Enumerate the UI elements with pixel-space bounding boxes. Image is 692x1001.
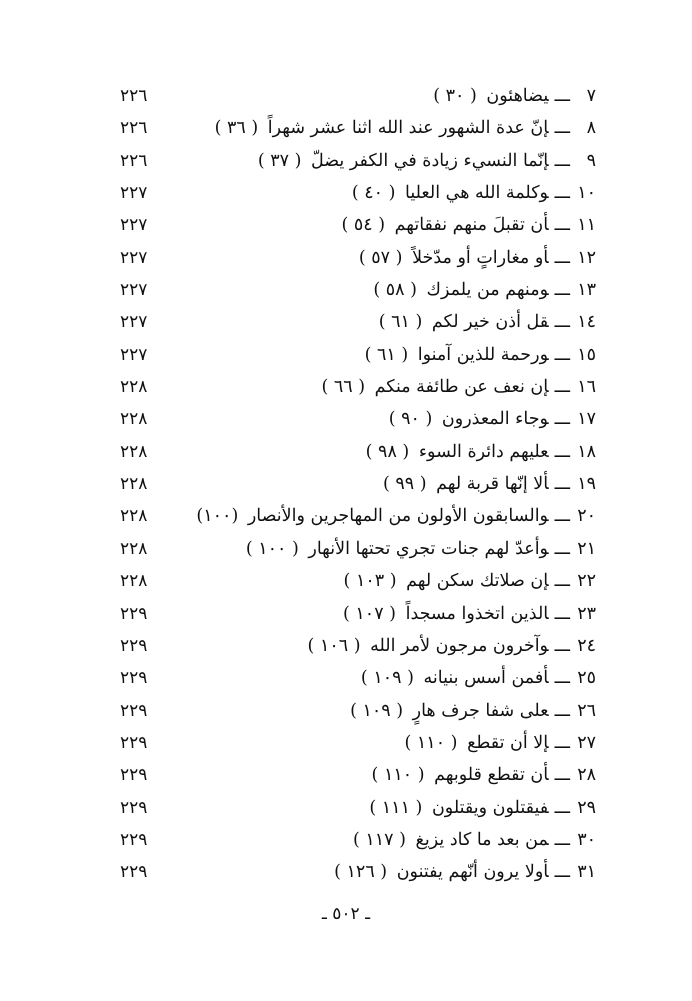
entry-phrase: أن تقبلَ منهم نفقاتهم: [394, 215, 549, 236]
index-entry-row: [0, 759, 692, 791]
entry-phrase: أفمن أسس بنيانه: [423, 668, 549, 689]
entry-dash: ـــ: [554, 312, 570, 333]
entry-dash: ـــ: [554, 377, 570, 398]
entry-dash: ـــ: [554, 247, 570, 268]
index-entry-row: [0, 662, 692, 694]
entry-page-reference: ٢٢٨: [120, 538, 148, 559]
entry-phrase: أن تقطع قلوبهم: [434, 765, 549, 786]
entry-dash: ـــ: [554, 603, 570, 624]
entry-dash: ـــ: [554, 183, 570, 204]
entry-page-reference: ٢٢٩: [120, 668, 148, 689]
entry-verse-number: ( ١٢٦ ): [334, 862, 388, 883]
entry-verse-number: ( ١١١ ): [369, 797, 423, 818]
entry-dash: ـــ: [554, 150, 570, 171]
index-entry-row: [0, 856, 692, 888]
entry-text-group: [359, 242, 596, 274]
entry-text-group: [389, 403, 596, 435]
index-entry-row: [0, 242, 692, 274]
entry-number: ١٤: [577, 312, 596, 333]
entry-phrase: إلا أن تقطع: [467, 732, 549, 753]
index-entry-row: [0, 630, 692, 662]
entry-number: ٢٥: [577, 668, 596, 689]
entry-page-reference: ٢٢٨: [120, 571, 148, 592]
entry-page-reference: ٢٢٧: [120, 247, 148, 268]
entry-number: ١٣: [577, 280, 596, 301]
entry-verse-number: ( ١٠٦ ): [307, 635, 361, 656]
index-entry-row: [0, 80, 692, 112]
entry-text-group: [365, 339, 596, 371]
entry-number: ٢٦: [577, 700, 596, 721]
entry-phrase: ومنهم من يلمزك: [426, 280, 549, 301]
entry-dash: ـــ: [554, 732, 570, 753]
entry-number: ٢٢: [577, 571, 596, 592]
entry-verse-number: ( ٦١ ): [364, 344, 409, 365]
entry-phrase: يضاهئون: [486, 86, 549, 106]
entry-verse-number: ( ٦١ ): [378, 312, 423, 333]
entry-verse-number: ( ٩٨ ): [365, 441, 410, 462]
entry-number: ١٩: [577, 474, 596, 495]
entry-page-reference: ٢٢٦: [120, 150, 148, 171]
entry-number: ١٧: [577, 409, 596, 430]
entry-verse-number: ( ٦٦ ): [321, 377, 366, 398]
entry-verse-number: ( ١٠٠ ): [245, 538, 299, 559]
entry-page-reference: ٢٢٨: [120, 441, 148, 462]
entry-dash: ـــ: [554, 862, 570, 883]
entry-dash: ـــ: [554, 765, 570, 786]
entry-verse-number: ( ٩٩ ): [382, 474, 427, 495]
entry-number: ١١: [577, 215, 596, 236]
entry-page-reference: ٢٢٧: [120, 215, 148, 236]
entry-phrase: الذين اتخذوا مسجداً: [405, 603, 549, 624]
entry-number: ٢٣: [577, 603, 596, 624]
entry-dash: ـــ: [554, 668, 570, 689]
entry-text-group: [405, 727, 597, 759]
index-entry-row: [0, 112, 692, 144]
entry-page-reference: ٢٢٧: [120, 312, 148, 333]
entry-dash: ـــ: [554, 829, 570, 850]
index-entries-list: [0, 80, 692, 889]
entry-text-group: [308, 630, 596, 662]
entry-text-group: [369, 792, 596, 824]
entry-text-group: [246, 533, 596, 565]
entry-number: ١٢: [577, 247, 596, 268]
entry-phrase: ألا إنّها قربة لهم: [436, 474, 549, 495]
index-entry-row: [0, 339, 692, 371]
entry-page-reference: ٢٢٦: [120, 118, 148, 139]
entry-phrase: قل أذن خير لكم: [431, 312, 549, 333]
entry-verse-number: ( ٥٧ ): [358, 247, 403, 268]
entry-dash: ـــ: [554, 635, 570, 656]
entry-text-group: [343, 598, 596, 630]
entry-dash: ـــ: [554, 797, 570, 818]
entry-text-group: [353, 824, 596, 856]
entry-phrase: عليهم دائرة السوء: [418, 441, 549, 462]
index-entry-row: [0, 436, 692, 468]
entry-text-group: [352, 177, 596, 209]
entry-number: ١٨: [577, 441, 596, 462]
entry-phrase: من بعد ما كاد يزيغ: [415, 829, 549, 850]
entry-verse-number: ( ١١٠ ): [404, 732, 458, 753]
entry-dash: ـــ: [554, 344, 570, 365]
entry-text-group: [433, 80, 596, 112]
entry-text-group: [383, 468, 596, 500]
entry-verse-number: ( ٥٨ ): [373, 280, 417, 301]
entry-page-reference: ٢٢٩: [120, 862, 148, 883]
entry-dash: ـــ: [554, 118, 570, 139]
entry-phrase: وآخرون مرجون لأمر الله: [370, 635, 549, 656]
entry-page-reference: ٢٢٦: [120, 86, 148, 106]
entry-dash: ـــ: [554, 280, 570, 301]
entry-number: ٢٧: [577, 732, 596, 753]
entry-dash: ـــ: [554, 700, 570, 721]
entry-verse-number: ( ١٠٧ ): [343, 603, 396, 624]
entry-number: ١٥: [577, 344, 596, 365]
entry-page-reference: ٢٢٩: [120, 700, 148, 721]
entry-dash: ـــ: [554, 474, 570, 495]
entry-text-group: [373, 274, 596, 306]
entry-verse-number: ( ١٠٩ ): [350, 700, 404, 721]
entry-page-reference: ٢٢٩: [120, 603, 148, 624]
entry-number: ٩: [586, 150, 596, 171]
entry-text-group: [350, 695, 596, 727]
entry-verse-number: (١٠٠): [196, 506, 239, 527]
entry-dash: ـــ: [554, 506, 570, 527]
entry-page-reference: ٢٢٨: [120, 506, 148, 527]
index-entry-row: [0, 274, 692, 306]
entry-phrase: ورحمة للذين آمنوا: [417, 344, 549, 365]
entry-text-group: [379, 306, 596, 338]
entry-dash: ـــ: [554, 215, 570, 236]
index-entry-row: [0, 145, 692, 177]
entry-phrase: وأعدّ لهم جنات تجري تحتها الأنهار: [308, 538, 549, 559]
entry-text-group: [215, 112, 596, 144]
entry-page-reference: ٢٢٩: [120, 635, 148, 656]
index-entry-row: [0, 727, 692, 759]
entry-page-reference: ٢٢٧: [120, 344, 148, 365]
index-entry-row: [0, 598, 692, 630]
entry-text-group: [372, 759, 596, 791]
entry-number: ٢٠: [577, 506, 596, 527]
entry-number: ٢٩: [577, 797, 596, 818]
entry-phrase: فيقتلون ويقتلون: [431, 797, 549, 818]
entry-dash: ـــ: [554, 409, 570, 430]
entry-text-group: [321, 371, 596, 403]
entry-text-group: [196, 500, 596, 532]
index-entry-row: [0, 792, 692, 824]
entry-number: ١٠: [577, 183, 596, 204]
entry-verse-number: ( ١٠٩ ): [360, 668, 414, 689]
index-entry-row: [0, 565, 692, 597]
entry-number: ٧: [586, 86, 596, 106]
entry-verse-number: ( ١١٧ ): [352, 829, 406, 850]
index-entry-row: [0, 695, 692, 727]
entry-phrase: على شفا جرف هارٍ: [412, 700, 549, 721]
index-entry-row: [0, 533, 692, 565]
entry-text-group: [361, 662, 596, 694]
entry-verse-number: ( ٣٠ ): [433, 86, 477, 106]
index-entry-row: [0, 500, 692, 532]
entry-verse-number: ( ١١٠ ): [371, 765, 425, 786]
index-entry-row: [0, 824, 692, 856]
entry-page-reference: ٢٢٩: [120, 797, 148, 818]
page-number: ـ ٥٠٢ ـ: [321, 904, 371, 924]
entry-dash: ـــ: [554, 538, 570, 559]
entry-verse-number: ( ٣٦ ): [214, 118, 259, 139]
index-entry-row: [0, 209, 692, 241]
entry-page-reference: ٢٢٩: [120, 829, 148, 850]
entry-page-reference: ٢٢٨: [120, 377, 148, 398]
entry-number: ٣١: [577, 862, 596, 883]
entry-dash: ـــ: [554, 441, 570, 462]
entry-phrase: وجاء المعذرون: [441, 409, 549, 430]
entry-text-group: [258, 145, 596, 177]
entry-page-reference: ٢٢٨: [120, 409, 148, 430]
entry-page-reference: ٢٢٨: [120, 474, 148, 495]
entry-number: ٢١: [577, 538, 596, 559]
entry-verse-number: ( ٤٠ ): [351, 183, 396, 204]
entry-dash: ـــ: [554, 86, 570, 106]
index-entry-row: [0, 468, 692, 500]
entry-verse-number: ( ٩٠ ): [388, 409, 433, 430]
entry-verse-number: ( ٥٤ ): [341, 215, 386, 236]
entry-verse-number: ( ٣٧ ): [257, 150, 302, 171]
entry-phrase: أولا يرون أنّهم يفتنون: [396, 862, 549, 883]
entry-text-group: [344, 565, 596, 597]
entry-page-reference: ٢٢٧: [120, 280, 148, 301]
index-entry-row: [0, 177, 692, 209]
entry-page-reference: ٢٢٩: [120, 765, 148, 786]
entry-phrase: والسابقون الأولون من المهاجرين والأنصار: [247, 506, 549, 527]
entry-phrase: إن نعف عن طائفة منكم: [374, 377, 549, 398]
entry-verse-number: ( ١٠٣ ): [343, 571, 397, 592]
index-entry-row: [0, 371, 692, 403]
entry-text-group: [334, 856, 596, 888]
index-entry-row: [0, 306, 692, 338]
entry-number: ٣٠: [577, 829, 596, 850]
index-entry-row: [0, 403, 692, 435]
entry-text-group: [366, 436, 596, 468]
entry-page-reference: ٢٢٧: [120, 183, 148, 204]
entry-text-group: [341, 209, 596, 241]
entry-phrase: وكلمة الله هي العليا: [405, 183, 549, 204]
entry-dash: ـــ: [554, 571, 570, 592]
entry-phrase: إنّ عدة الشهور عند الله اثنا عشر شهراً: [267, 118, 549, 139]
entry-number: ١٦: [577, 377, 596, 398]
entry-phrase: أو مغاراتٍ أو مدّخلاً: [412, 247, 549, 268]
entry-page-reference: ٢٢٩: [120, 732, 148, 753]
entry-number: ٢٨: [577, 765, 596, 786]
entry-phrase: إنّما النسيء زيادة في الكفر يضلّ: [311, 150, 549, 171]
entry-number: ٢٤: [577, 635, 596, 656]
entry-phrase: إن صلاتك سكن لهم: [406, 571, 549, 592]
entry-number: ٨: [586, 118, 596, 139]
